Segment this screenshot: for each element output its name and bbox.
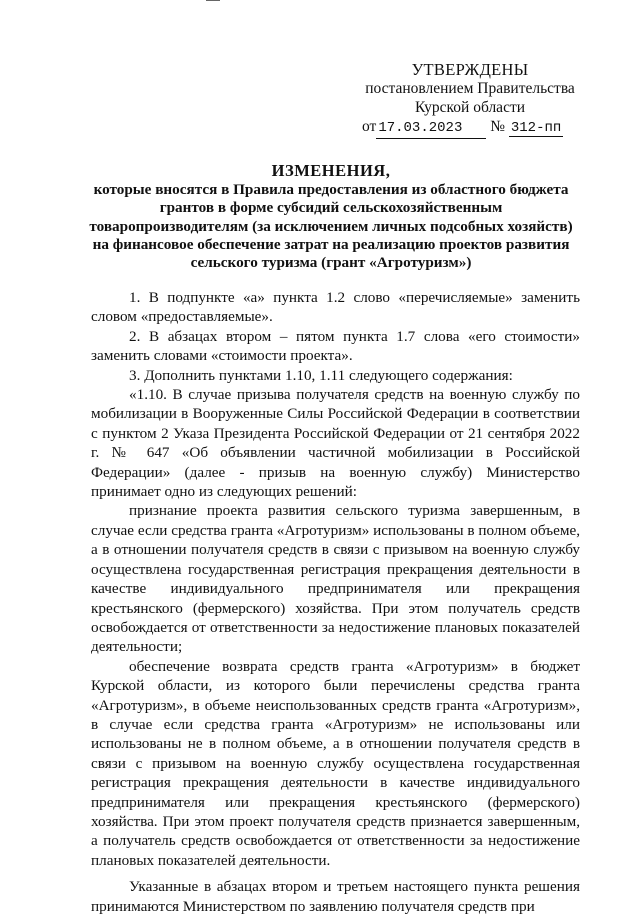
approval-block [362,60,578,139]
document-heading [86,162,576,272]
approval-authority: постановлением Правительства [365,80,575,97]
number-prefix: № [490,118,505,135]
paragraph-decision-2: обеспечение возврата средств гранта «Агротуризм» в бюджет Курской области, из которого были перечислены средства гранта «Агротуризм», в объеме неиспользованных средств гранта «Агротуризм», в случае если средства гранта «Агротуризм» не использованы или использованы не в полном объеме, а в отношении получателя средств в связи с призывом на военную службу осуществлена государственная регистрация прекращения деятельности в качестве индивидуального предпринимателя или прекращения крестьянского (фермерского) хозяйства. При этом проект получателя средств признается завершенным, а получатель средств освобождается от ответственности за недостижение плановых показателей деятельности. [91,657,580,869]
approval-date-number [362,117,578,139]
paragraph-item-3: 3. Дополнить пунктами 1.10, 1.11 следующего содержания: [129,366,513,384]
document-title: ИЗМЕНЕНИЯ, [271,161,391,180]
document-subtitle: которые вносятся в Правила предоставления из областного бюджета грантов в форме субсидий сельскохозяйственным товаропроизводителям (за исключением личных подсобных хозяйств) на финансовое обеспечение затрат на реализацию проектов развития сельского туризма (грант «Агротуризм») [89,181,573,272]
scan-mark [206,0,220,1]
approval-number: 312-пп [510,120,562,136]
approval-date: 17.03.2023 [376,119,486,139]
approval-region: Курской области [414,99,526,116]
paragraph-decisions-note: Указанные в абзацах втором и третьем настоящего пункта решения принимаются Министерством по заявлению получателя средств при [91,878,580,915]
paragraph-item-1: 1. В подпункте «а» пункта 1.2 слово «перечисляемые» заменить словом «предоставляемые». [91,289,580,326]
paragraph-item-2: 2. В абзацах втором – пятом пункта 1.7 слова «его стоимости» заменить словами «стоимости проекта». [91,327,580,365]
paragraph-1-10: «1.10. В случае призыва получателя средств на военную службу по мобилизации в Вооруженные Силы Российской Федерации в соответствии с пунктом 2 Указа Президента Российской Федерации от 21 сентября 2022 г. № 647 «Об объявлении частичной мобилизации в Российской Федерации» (далее - призыв на военную службу) Министерство принимает одно из следующих решений: [91,386,580,501]
approval-title: УТВЕРЖДЕНЫ [411,60,529,79]
document-body [91,288,580,916]
date-prefix: от [362,118,377,135]
paragraph-decision-1: признание проекта развития сельского туризма завершенным, в случае если средства гранта «Агротуризм» использованы в полном объеме, а в отношении получателя средств в связи с призывом на военную службу осуществлена государственная регистрация прекращения деятельности в качестве индивидуального предпринимателя или прекращения крестьянского (фермерского) хозяйства. При этом получатель средств освобождается от ответственности за недостижение плановых показателей деятельности; [91,502,580,656]
